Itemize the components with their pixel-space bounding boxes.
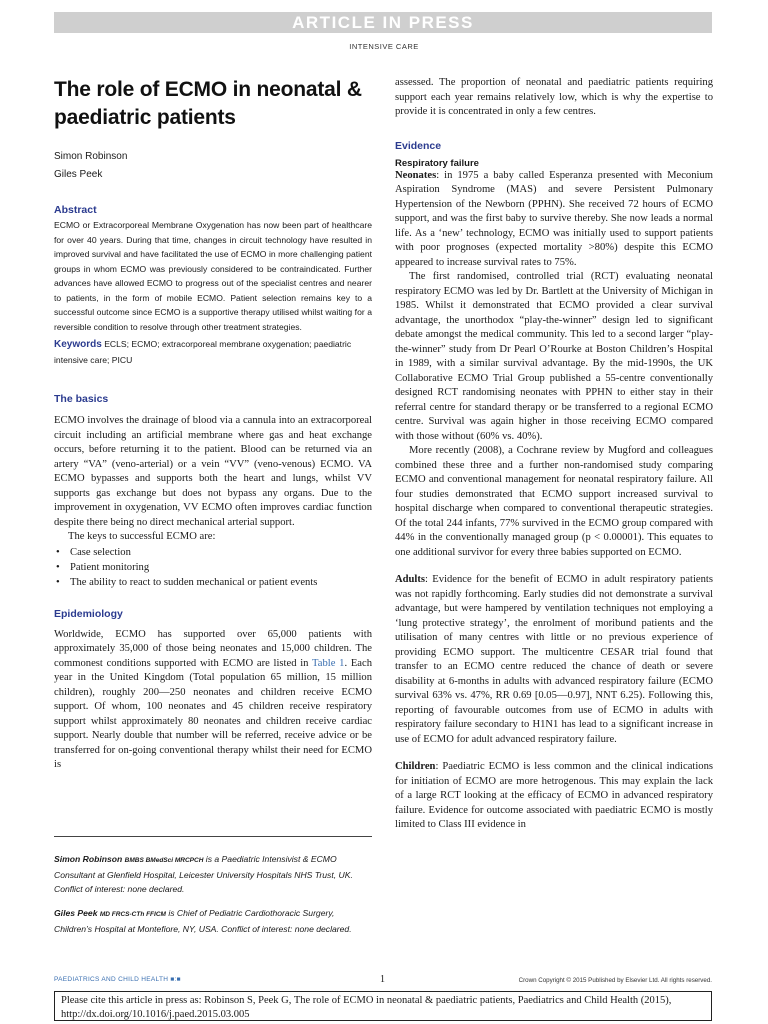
author-list: [54, 148, 372, 184]
bio-degrees: MD FRCS-CTh FFICM: [99, 911, 166, 918]
list-item: • Patient monitoring: [54, 560, 372, 575]
evidence-heading: Evidence: [395, 139, 442, 152]
children-paragraph: [395, 760, 713, 833]
children-label: Children: [395, 761, 436, 772]
table-1-link[interactable]: Table 1: [312, 657, 345, 669]
adults-text: : Evidence for the benefit of ECMO in adult respiratory patients was not rapidly forthcoming. Early studies did not demonstrate a survival advantage, but were hampered by ventilation techniques not employing a ‘lung protective strategy’, the enrolment of moribund patients and the utilisation of many centres with little or no previous experience of providing ECMO support. The multicentre CESAR trial found that transfer to an ECMO centre reduced the chance of death or severe disability at 6-months in adults with advanced respiratory failure (ECMO survival 63% vs. 47%, RR 0.69 [0.05—0.97], NNT 6.25). Following this, reporting of favourable outcomes from use of ECMO in adults with respiratory failure secondary to H1N1 has lead to a significant increase in use of ECMO for adult advanced respiratory failure.: [395, 574, 713, 745]
bio-degrees: BMBS BMedSci MRCPCH: [124, 857, 204, 864]
list-item: • The ability to react to sudden mechanical or patient events: [54, 575, 372, 590]
epidemiology-paragraph: [54, 628, 372, 773]
adults-label: Adults: [395, 574, 426, 585]
epidemiology-text: . Each year in the United Kingdom (Total population 65 million, 15 million children), roughly 200—250 neonates and children receive ECMO support. Of whom, 100 neonates and 45 children receive respiratory support whilst approximately 80 neonates and children receive cardiac support. Nearly double that number will be referred, receive advice or be transferred for on-going conventional therapy whilst their need for ECMO is: [54, 657, 372, 770]
cochrane-paragraph: More recently (2008), a Cochrane review by Mugford and colleagues combined these three and a further non-randomised study comparing ECMO and conventional management for neonatal respiratory failure. All four studies demonstrated that ECMO support increased survival to hospital discharge when compared to conventional therapeutic strategies. Of the total 244 infants, 77% survived in the ECMO group compared with 44% in the conventionally managed group (p < 0.00001). This equates to one additional survivor for every three babies supported on ECMO.: [395, 445, 713, 558]
left-column: [54, 76, 372, 773]
author-name: Simon Robinson: [54, 151, 128, 162]
author-name: Giles Peek: [54, 169, 103, 180]
epidemiology-heading: Epidemiology: [54, 607, 123, 620]
bio-text: is Chief of Pediatric Cardiothoracic Surgery, Children’s Hospital at Montefiore, NY, USA. Conflict of interest: none declared.: [54, 908, 352, 934]
respiratory-failure-heading: Respiratory failure: [395, 157, 479, 169]
citation-box: Please cite this article in press as: Robinson S, Peek G, The role of ECMO in neonatal & paediatric patients, Paediatrics and Child Health (2015), http://dx.doi.org/10.1016/j.paed.2015.03.005: [54, 991, 712, 1021]
keywords-label: Keywords: [54, 339, 102, 350]
list-item: • Case selection: [54, 545, 372, 560]
bio-name: Simon Robinson: [54, 854, 123, 864]
copyright-notice: Crown Copyright © 2015 Published by Elsevier Ltd. All rights reserved.: [518, 977, 712, 984]
abstract-text: ECMO or Extracorporeal Membrane Oxygenation has now been part of healthcare for over 40 years. During that time, changes in circuit technology have resulted in improved survival and have facilitated the use of ECMO in more challenging patient groups in whom ECMO was previously considered to be contraindicated. Further advances have allowed ECMO to progress out of the specialist centres and nearer to patients, in the form of mobile ECMO. Patient selection remains key to a successful outcome since ECMO is a supportive therapy utilised whilst waiting for a reversible condition to resolve through other treatment strategies.: [54, 220, 372, 332]
children-text: : Paediatric ECMO is less common and the clinical indications for initiation of ECMO are more hetrogenous. This may explain the lack of a large RCT looking at the efficacy of ECMO in advanced respiratory failure. Evidence for outcome associated with paediatric ECMO is mostly limited to Class III evidence in: [395, 761, 713, 830]
basics-heading: The basics: [54, 393, 109, 405]
section-label: INTENSIVE CARE: [349, 42, 419, 51]
keywords-text: ECLS; ECMO; extracorporeal membrane oxygenation; paediatric intensive care; PICU: [54, 339, 352, 365]
keys-list: [54, 545, 372, 590]
basics-paragraph: ECMO involves the drainage of blood via a cannula into an extracorporeal circuit including an artificial membrane where gas and heat exchange occurs, before returning it to the patient. Blood can be returned via an artery “VA” (veno-arterial) or a vein “VV” (veno-venous) ECMO. VA ECMO bypasses and supports both the heart and lungs, whilst VV supports gas exchange but does not bypass any organs. Due to the improvement in oxygenation, VV ECMO often improves cardiac function despite there being no direct mechanical arterial support.: [54, 415, 372, 528]
article-in-press-banner: ARTICLE IN PRESS: [54, 12, 712, 33]
abstract-heading: Abstract: [54, 204, 97, 216]
bio-text: is a Paediatric Intensivist & ECMO Consultant at Glenfield Hospital, Leicester University Hospitals NHS Trust, UK. Conflict of interest: none declared.: [54, 854, 353, 894]
footnote-divider: [54, 836, 372, 837]
page-number: 1: [380, 974, 385, 985]
journal-footer: PAEDIATRICS AND CHILD HEALTH ■:■: [54, 976, 181, 983]
keywords: [54, 337, 372, 367]
neonates-label: Neonates: [395, 169, 437, 181]
neonates-text: : in 1975 a baby called Esperanza presented with Meconium Aspiration Syndrome (MAS) and severe Persistent Pulmonary Hypertension of the Newborn (PPHN). She received 72 hours of ECMO support, and was the first baby to survive thereby. She now leads a normal life. As a ‘new’ technology, ECMO was initially used to support patients with poor prognoses (expected mortality >80%) despite this ECMO appeared to increase survival rates to 75%.: [395, 169, 713, 268]
continued-paragraph: assessed. The proportion of neonatal and paediatric patients requiring support each year remains relatively low, which is why the expertise to provide it is concentrated in only a few centres.: [395, 77, 713, 117]
right-column: [395, 76, 713, 833]
epidemiology-text: Worldwide, ECMO has supported over 65,000 patients with approximately 35,000 of those being neonates and 15,000 children. The commonest conditions supported with ECMO are listed in: [54, 628, 372, 669]
author-bio: [54, 906, 372, 936]
adults-paragraph: [395, 573, 713, 747]
article-title: The role of ECMO in neonatal & paediatric patients: [54, 78, 362, 129]
neonates-paragraph: [395, 169, 713, 271]
bio-name: Giles Peek: [54, 908, 98, 918]
author-bio: [54, 852, 372, 896]
rct-paragraph: The first randomised, controlled trial (RCT) evaluating neonatal respiratory ECMO was led by Dr. Bartlett at the University of Michigan in 1985. Whilst it demonstrated that ECMO provided a clear survival advantage, the unorthodox “play-the-winner” design led to significant debate amongst the medical community. This led to a second larger “play-the-winner” study from Dr Pearl O’Rourke at Boston Children’s Hospital in 1989, with a similar survival advantage. By the mid-1990s, the UK Collaborative ECMO Trial Group published a 55-centre conventionally designed RCT randomising neonates with PPHN to either stay in their referral centre for standard therapy or be transferred to a regional ECMO centre. Survival was again higher in those receiving ECMO compared with those without (60% vs. 40%).: [395, 271, 713, 442]
basics-keys-intro: The keys to successful ECMO are:: [68, 531, 216, 542]
